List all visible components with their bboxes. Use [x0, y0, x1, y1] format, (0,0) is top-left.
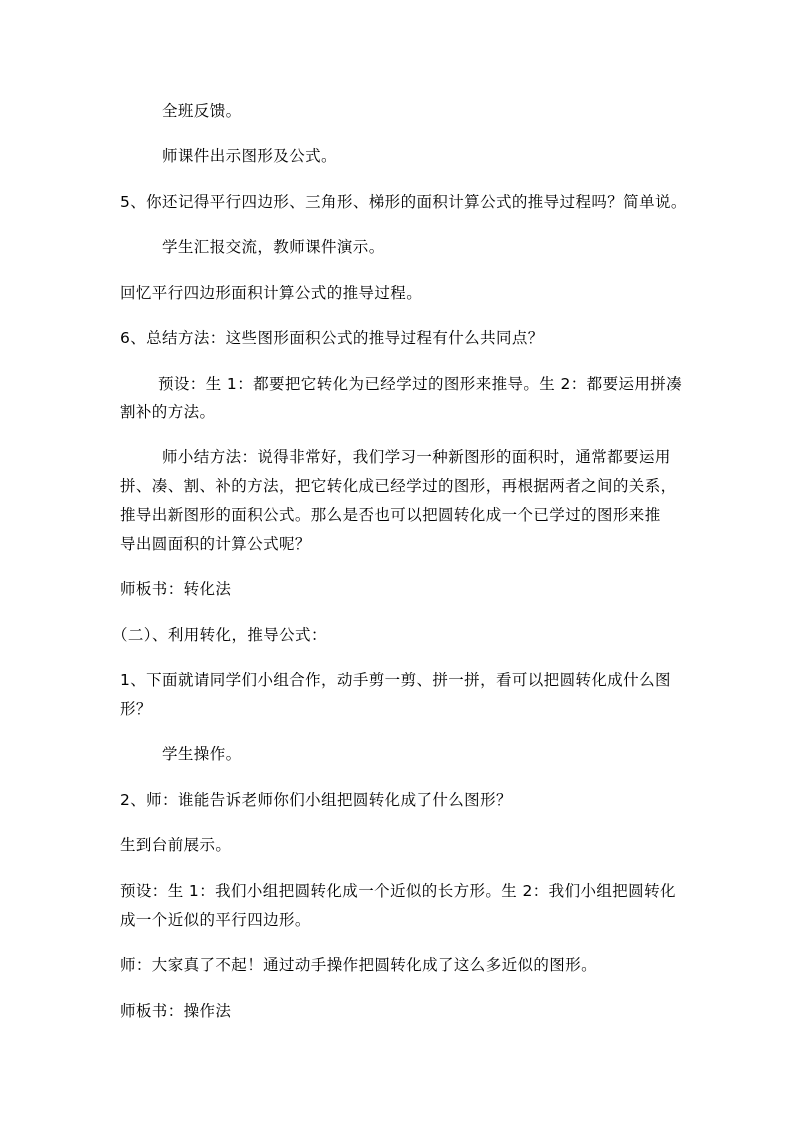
paragraph-line: 师：大家真了不起！通过动手操作把圆转化成了这么多近似的图形。 [120, 956, 598, 974]
paragraph-line: 师课件出示图形及公式。 [162, 147, 337, 165]
paragraph-line: 形？ [120, 700, 152, 718]
paragraph-line: 2、师：谁能告诉老师你们小组把圆转化成了什么图形？ [120, 791, 512, 809]
paragraph-line: 导出圆面积的计算公式呢？ [120, 535, 311, 553]
paragraph-line: 师板书：操作法 [120, 1002, 232, 1020]
paragraph-line: 预设：生 1：都要把它转化为已经学过的图形来推导。生 2：都要运用拼凑 [158, 375, 683, 393]
paragraph-line: 全班反馈。 [162, 102, 242, 120]
paragraph-line: 推导出新图形的面积公式。那么是否也可以把圆转化成一个已学过的图形来推 [120, 506, 661, 524]
paragraph-line: 学生操作。 [162, 745, 242, 763]
paragraph-line: 成一个近似的平行四边形。 [120, 911, 311, 929]
paragraph-line: 割补的方法。 [120, 403, 216, 421]
paragraph-line: 师小结方法：说得非常好，我们学习一种新图形的面积时，通常都要运用 [162, 448, 671, 466]
paragraph-line: 生到台前展示。 [120, 836, 232, 854]
paragraph-line: 师板书：转化法 [120, 580, 232, 598]
paragraph-line: 拼、凑、割、补的方法，把它转化成已经学过的图形，再根据两者之间的关系， [120, 477, 677, 495]
paragraph-line: （二）、利用转化，推导公式： [112, 626, 327, 644]
paragraph-line: 学生汇报交流，教师课件演示。 [162, 238, 385, 256]
paragraph-line: 5、你还记得平行四边形、三角形、梯形的面积计算公式的推导过程吗？简单说。 [120, 193, 687, 211]
paragraph-line: 6、总结方法：这些图形面积公式的推导过程有什么共同点？ [120, 329, 544, 347]
paragraph-line: 预设：生 1：我们小组把圆转化成一个近似的长方形。生 2：我们小组把圆转化 [120, 882, 676, 900]
paragraph-line: 回忆平行四边形面积计算公式的推导过程。 [120, 284, 423, 302]
paragraph-line: 1、下面就请同学们小组合作，动手剪一剪、拼一拼，看可以把圆转化成什么图 [120, 671, 671, 689]
